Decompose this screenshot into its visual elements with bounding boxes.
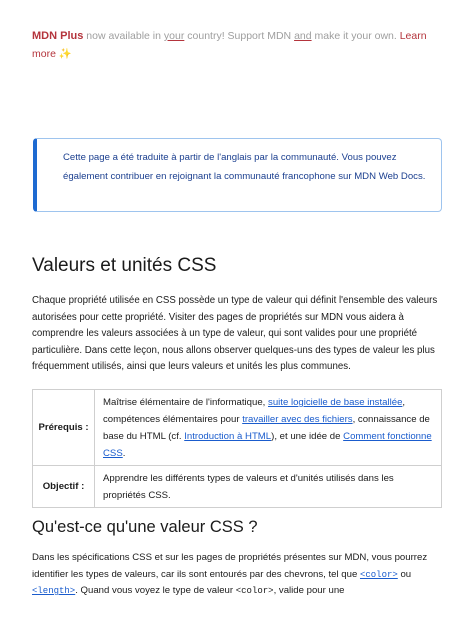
banner-text-1: now available in: [83, 30, 164, 42]
para2-text-1: Dans les spécifications CSS et sur les pages de propriétés présentes sur MDN, vous pourrez identifier les types de valeurs, car ils sont entourés par des chevrons, tel que: [32, 552, 428, 580]
link-html-introduction[interactable]: Introduction à HTML: [184, 431, 272, 442]
objective-value: Apprendre les différents types de valeurs et d'unités utilisés dans les propriétés CSS.: [95, 466, 442, 508]
link-dealing-with-files[interactable]: travailler avec des fichiers: [242, 414, 353, 425]
banner-text-2: country! Support MDN: [184, 30, 295, 42]
learning-outcomes-table: [32, 389, 442, 508]
table-row-objective: [33, 466, 442, 508]
prereq-text-4: ), et une idée de: [271, 431, 344, 442]
prerequisites-label: Prérequis :: [33, 390, 95, 466]
code-link-length[interactable]: <length>: [32, 586, 76, 596]
mdn-plus-banner: [32, 27, 442, 63]
code-color: <color>: [235, 586, 274, 596]
code-link-color[interactable]: <color>: [359, 569, 398, 580]
intro-paragraph: Chaque propriété utilisée en CSS possède un type de valeur qui définit l'ensemble des valeurs autorisées pour cette propriété. Visiter des pages de propriétés sur MDN vous aidera à comprendre les valeurs associées à un type de valeur, qui sont valides pour une propriété particulière. Dans cette leçon, nous allons observer quelques-uns des types de valeur les plus fréquemment utilisés, ainsi que leurs valeurs et unités les plus communes.: [32, 295, 438, 373]
section-paragraph: [32, 550, 446, 600]
para2-text-2: ou: [397, 568, 412, 580]
link-installing-software[interactable]: suite logicielle de base installée: [268, 397, 403, 408]
section-heading-what-is-css-value: Qu'est-ce qu'une valeur CSS ?: [32, 518, 258, 536]
banner-and-link[interactable]: and: [294, 30, 312, 42]
sparkle-icon: ✨: [58, 48, 72, 60]
page-title: Valeurs et unités CSS: [32, 255, 217, 276]
para2-text-3: . Quand vous voyez le type de valeur: [75, 585, 236, 596]
banner-text-3: make it your own.: [311, 30, 400, 42]
prereq-text-3: , connaissance de base du HTML (cf.: [103, 414, 430, 442]
prerequisites-value: [95, 390, 442, 466]
link-how-css-works[interactable]: Comment fonctionne CSS: [103, 431, 432, 459]
translation-notice: [33, 138, 442, 212]
prereq-text-5: .: [122, 448, 126, 459]
prereq-text-1: Maîtrise élémentaire de l'informatique,: [103, 397, 269, 408]
mdn-plus-brand[interactable]: MDN Plus: [32, 30, 84, 42]
translation-notice-text: Cette page a été traduite à partir de l'anglais par la communauté. Vous pouvez également contribuer en rejoignant la communauté francophone sur MDN Web Docs.: [63, 152, 426, 182]
banner-your-link[interactable]: your: [163, 30, 185, 42]
prereq-text-2: , compétences élémentaires pour: [103, 397, 406, 425]
table-row-prerequisites: [33, 390, 442, 466]
para2-text-4: , valide pour une: [273, 585, 345, 596]
objective-label: Objectif :: [33, 466, 95, 508]
learn-more-link[interactable]: Learn more: [32, 30, 427, 60]
